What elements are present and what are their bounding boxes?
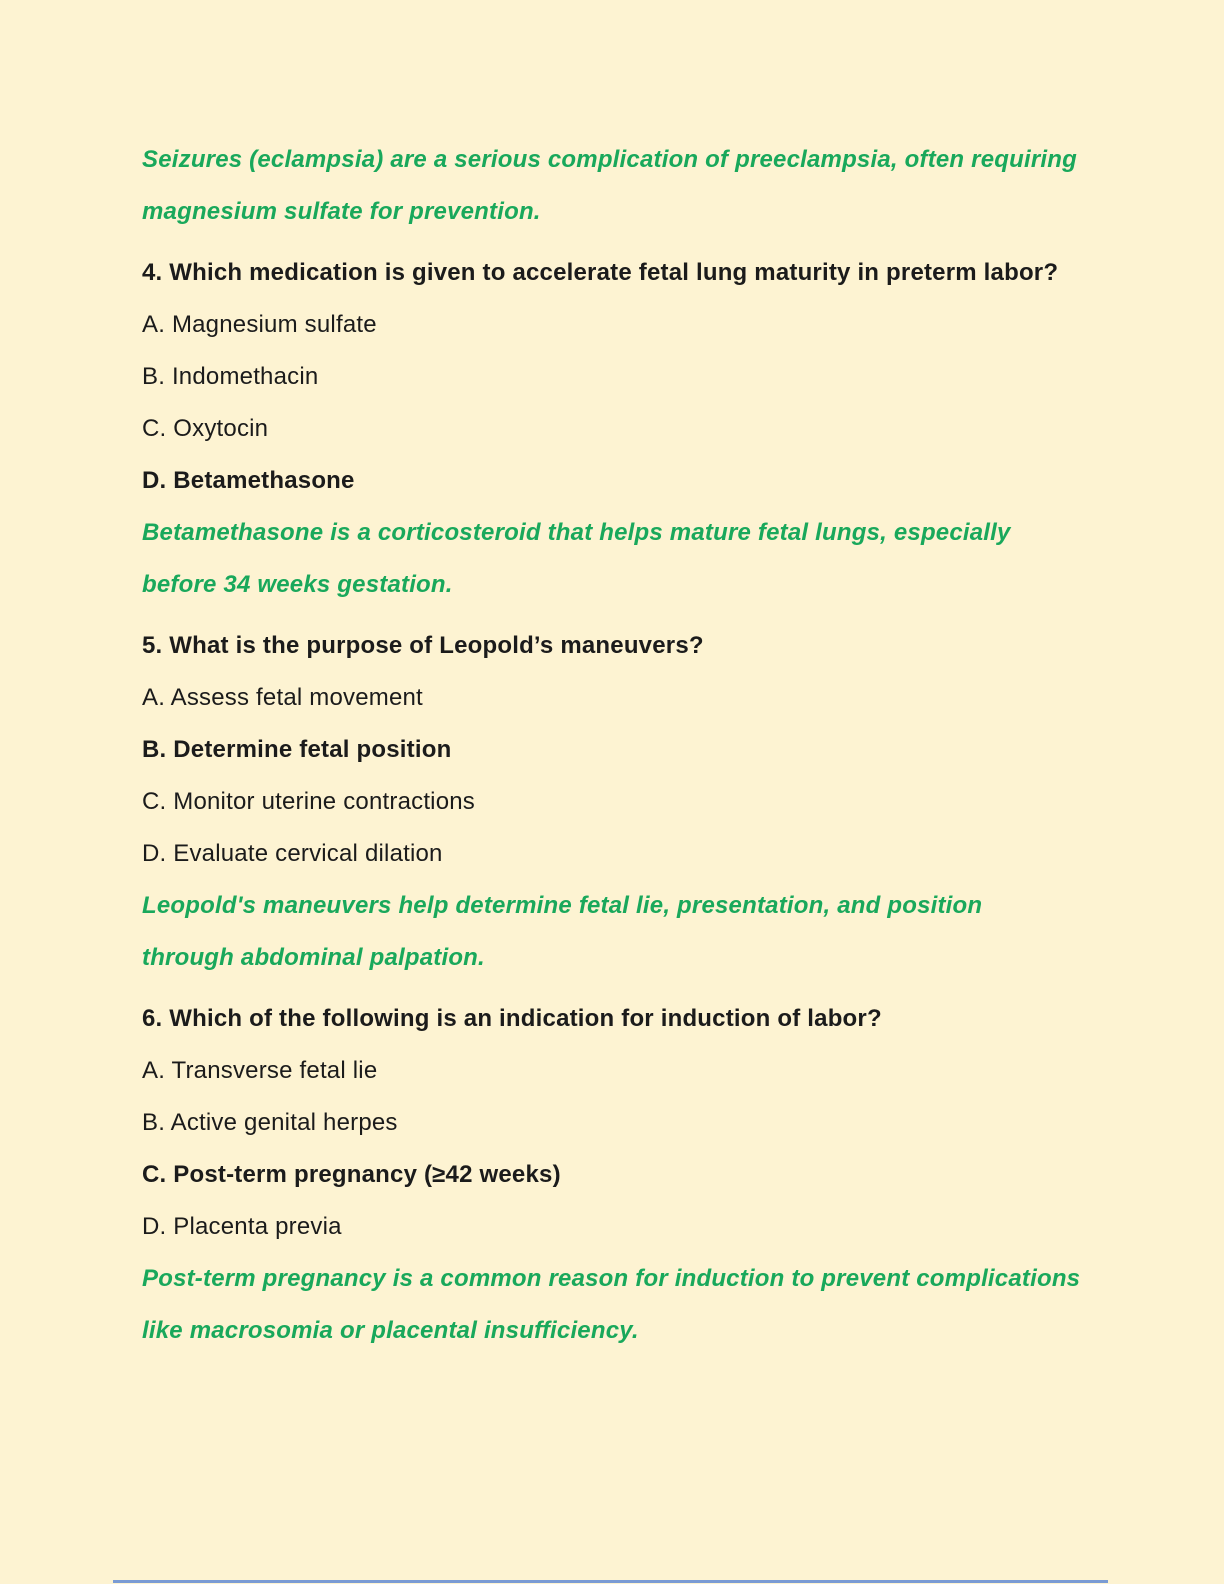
answer-option — [142, 1201, 1106, 1253]
answer-option-line: D. Placenta previa — [142, 1213, 342, 1240]
question-title — [142, 247, 1106, 299]
explanation-text-line: Betamethasone is a corticosteroid that helps mature fetal lungs, especially — [142, 519, 1011, 546]
answer-option-line: C. Post-term pregnancy (≥42 weeks) — [142, 1161, 561, 1188]
answer-option — [142, 828, 1106, 880]
explanation-text-line: like macrosomia or placental insufficiency. — [142, 1317, 639, 1344]
answer-option-line: A. Transverse fetal lie — [142, 1057, 378, 1084]
explanation-text-line: Post-term pregnancy is a common reason for induction to prevent complications — [142, 1265, 1081, 1292]
explanation-text-line: before 34 weeks gestation. — [142, 571, 453, 598]
question-title-line: 4. Which medication is given to accelerate fetal lung maturity in preterm labor? — [142, 259, 1059, 286]
answer-option — [142, 776, 1106, 828]
answer-option-line: C. Monitor uterine contractions — [142, 788, 476, 815]
explanation-text-line: magnesium sulfate for prevention. — [142, 198, 541, 225]
answer-option-line: A. Assess fetal movement — [142, 684, 423, 711]
question-title — [142, 620, 1106, 672]
question-title-line: 6. Which of the following is an indication for induction of labor? — [142, 1005, 882, 1032]
answer-option — [142, 455, 1106, 507]
answer-option-line: B. Active genital herpes — [142, 1109, 398, 1136]
answer-option — [142, 724, 1106, 776]
explanation-text — [142, 1253, 1106, 1357]
question-title — [142, 993, 1106, 1045]
answer-option — [142, 403, 1106, 455]
answer-option-line: A. Magnesium sulfate — [142, 311, 377, 338]
answer-option-line: C. Oxytocin — [142, 415, 269, 442]
answer-option — [142, 299, 1106, 351]
answer-option — [142, 1045, 1106, 1097]
answer-option-line: D. Evaluate cervical dilation — [142, 840, 443, 867]
explanation-text-line: through abdominal palpation. — [142, 944, 485, 971]
explanation-text-line: Leopold's maneuvers help determine fetal lie, presentation, and position — [142, 892, 983, 919]
answer-option-line: B. Determine fetal position — [142, 736, 452, 763]
answer-option — [142, 1097, 1106, 1149]
answer-option — [142, 351, 1106, 403]
explanation-text — [142, 507, 1106, 611]
answer-option — [142, 672, 1106, 724]
answer-option-line: B. Indomethacin — [142, 363, 319, 390]
answer-option — [142, 1149, 1106, 1201]
question-title-line: 5. What is the purpose of Leopold’s maneuvers? — [142, 632, 704, 659]
explanation-text — [142, 134, 1106, 238]
explanation-text — [142, 880, 1106, 984]
explanation-text-line: Seizures (eclampsia) are a serious complication of preeclampsia, often requiring — [142, 146, 1077, 173]
document-content — [142, 134, 1106, 1584]
page-bottom-border — [113, 1580, 1108, 1583]
answer-option-line: D. Betamethasone — [142, 467, 355, 494]
